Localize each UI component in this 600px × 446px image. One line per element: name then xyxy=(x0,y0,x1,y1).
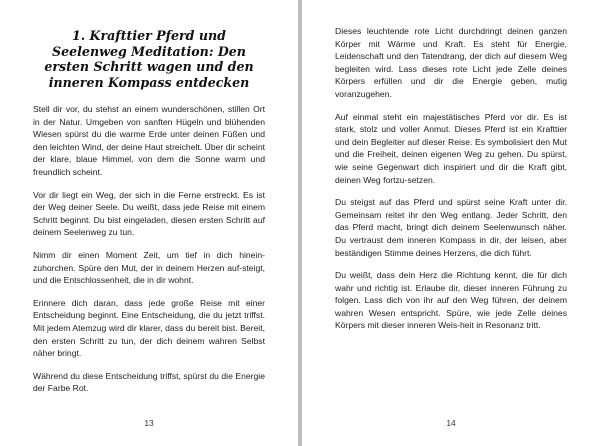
paragraph: Auf einmal steht ein majestätisches Pferd vor dir. Es ist stark, stolz und voller Anmut. Dieses Pferd ist ein Krafttier und dein Begleiter auf dieser Reise. Es symbolisiert den Mut und die Freiheit, deinen eigenen Weg zu gehen. Du spürst, wie seine Gegenwart dich inspiriert und dir die Kraft gibt, deinen Weg fortzu-setzen. xyxy=(335,111,567,185)
right-page xyxy=(302,0,600,446)
paragraph: Dieses leuchtende rote Licht durchdringt deinen ganzen Körper mit Wärme und Kraft. Es steht für Energie, Leidenschaft und den Tatendrang, der dich auf diesem Weg begleiten wird. Lass dieses rote Licht jede Zelle deines Körpers erfüllen und dir die Energie geben, mutig voranzugehen. xyxy=(335,26,567,99)
page-number: 13 xyxy=(144,418,154,428)
paragraph: Du steigst auf das Pferd und spürst seine Kraft unter dir. Gemeinsam reitet ihr den Weg entlang. Jeder Schritt, den das Pferd macht, bringt dich deinem Seelenwunsch näher. Du vertraust dem inneren Kompass in dir, der leisen, aber beständigen Stimme deines Herzens, die dich führt. xyxy=(335,197,567,258)
left-page xyxy=(0,0,298,446)
paragraph: Während du diese Entscheidung triffst, spürst du die Energie der Farbe Rot. xyxy=(33,370,265,394)
paragraph: Nimm dir einen Moment Zeit, um tief in dich hinein-zuhorchen. Spüre den Mut, der in deinem Herzen auf-steigt, und die Entschlossenheit, die in dir wohnt. xyxy=(33,249,265,286)
left-page-content xyxy=(33,28,265,405)
paragraph: Vor dir liegt ein Weg, der sich in die Ferne erstreckt. Es ist der Weg deiner Seele. Du weißt, dass jede Reise mit einem Schritt beginnt. Du bist eingeladen, diesen ersten Schritt auf deinem Seelenweg zu tun. xyxy=(33,189,265,238)
paragraph: Erinnere dich daran, dass jede große Reise mit einer Entscheidung beginnt. Eine Entscheidung, die du jetzt triffst. Mit jedem Atemzug wird dir klarer, dass du bereit bist. Bereit, den ersten Schritt zu tun, der dich deinem wahren Selbst näher bringt. xyxy=(33,297,265,359)
page-number: 14 xyxy=(446,418,456,428)
paragraph: Stell dir vor, du stehst an einem wunderschönen, stillen Ort in der Natur. Umgeben von sanften Hügeln und blühenden Wiesen spürst du die warme Erde unter deinen Füßen und den leichten Wind, der deine Haut streichelt. Über dir scheint der klare, blaue Himmel, von dem die Sonne warm und freundlich scheint. xyxy=(33,104,265,177)
chapter-title: 1. Krafttier Pferd und Seelenweg Meditation: Den ersten Schritt wagen und den inneren Kompass entdecken xyxy=(44,28,254,90)
right-page-content xyxy=(335,25,567,342)
paragraph: Du weißt, dass dein Herz die Richtung kennt, die für dich wahr und richtig ist. Erlaube dir, dieser inneren Führung zu folgen. Lass dich von ihr auf den Weg führen, der deinem wahren Wesen entspricht. Spüre, wie jede Zelle deines Körpers mit dieser inneren Weis-heit in Resonanz tritt. xyxy=(335,270,567,331)
